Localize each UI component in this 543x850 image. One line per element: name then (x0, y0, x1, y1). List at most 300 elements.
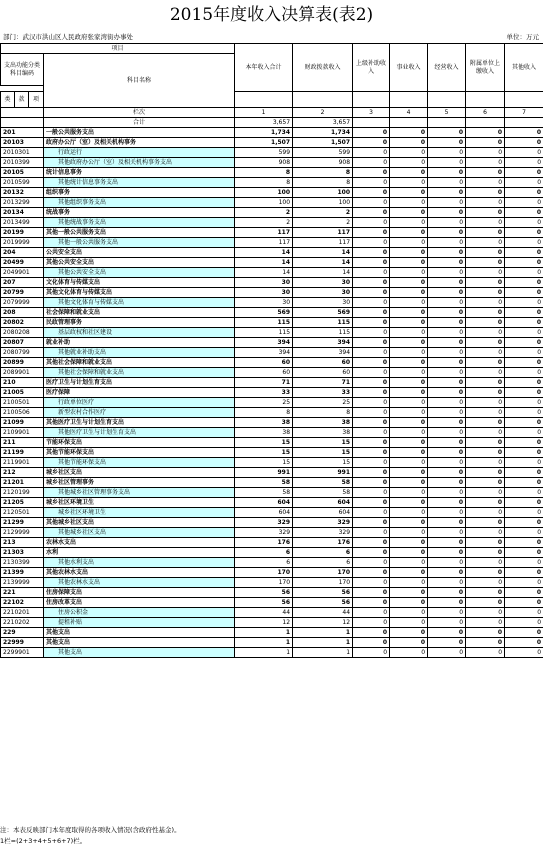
amount-cell: 0 (466, 558, 505, 568)
subject-name: 住房保障支出 (44, 588, 235, 598)
amount-cell: 0 (428, 268, 466, 278)
amount-cell: 0 (505, 488, 543, 498)
amount-cell: 117 (235, 238, 293, 248)
subject-name: 行政运行 (44, 148, 235, 158)
table-row (1, 448, 543, 458)
amount-cell: 394 (293, 348, 353, 358)
amount-cell: 908 (235, 158, 293, 168)
amount-cell: 100 (293, 188, 353, 198)
amount-cell: 604 (293, 498, 353, 508)
table-note: 注：本表反映部门本年度取得的各项收入情况(含政府性基金)。 (0, 826, 181, 834)
amount-cell: 0 (466, 198, 505, 208)
table-row (1, 548, 543, 558)
amount-cell: 0 (353, 308, 390, 318)
blank-header (505, 92, 543, 108)
amount-cell: 38 (293, 418, 353, 428)
amount-cell: 33 (235, 388, 293, 398)
amount-cell: 0 (353, 438, 390, 448)
subject-name: 其他农林水支出 (44, 578, 235, 588)
col-num: 3 (353, 108, 390, 118)
function-code: 2010599 (1, 178, 44, 188)
amount-cell: 0 (466, 448, 505, 458)
amount-cell: 604 (235, 498, 293, 508)
function-code: 21299 (1, 518, 44, 528)
amount-cell: 170 (235, 578, 293, 588)
amount-cell: 0 (353, 418, 390, 428)
amount-cell: 0 (466, 328, 505, 338)
amount-cell: 0 (390, 358, 428, 368)
amount-cell: 0 (353, 448, 390, 458)
total-value: 3,657 (293, 118, 353, 128)
col-num: 7 (505, 108, 543, 118)
amount-cell: 0 (428, 648, 466, 658)
amount-cell: 0 (353, 358, 390, 368)
amount-cell: 0 (505, 208, 543, 218)
function-code: 2120199 (1, 488, 44, 498)
amount-cell: 0 (428, 588, 466, 598)
amount-cell: 0 (466, 148, 505, 158)
amount-cell: 0 (390, 228, 428, 238)
col-num: 1 (235, 108, 293, 118)
col-header-other: 其他收入 (505, 44, 543, 92)
col-header-business: 事业收入 (390, 44, 428, 92)
total-value (353, 118, 390, 128)
amount-cell: 0 (390, 308, 428, 318)
function-code: 2210202 (1, 618, 44, 628)
amount-cell: 0 (466, 188, 505, 198)
code-group-header: 支出功能分类科目编码 (1, 54, 44, 86)
amount-cell: 0 (466, 648, 505, 658)
amount-cell: 6 (235, 548, 293, 558)
amount-cell: 58 (293, 478, 353, 488)
amount-cell: 0 (505, 298, 543, 308)
function-code: 20105 (1, 168, 44, 178)
subject-name: 新型农村合作医疗 (44, 408, 235, 418)
amount-cell: 1,734 (235, 128, 293, 138)
amount-cell: 0 (428, 338, 466, 348)
amount-cell: 0 (466, 408, 505, 418)
total-value (390, 118, 428, 128)
amount-cell: 0 (390, 548, 428, 558)
amount-cell: 0 (428, 398, 466, 408)
function-code: 2019999 (1, 238, 44, 248)
table-row (1, 478, 543, 488)
amount-cell: 0 (466, 638, 505, 648)
lanci-spacer (1, 108, 44, 118)
amount-cell: 0 (505, 508, 543, 518)
amount-cell: 0 (505, 258, 543, 268)
amount-cell: 0 (390, 238, 428, 248)
amount-cell: 0 (466, 618, 505, 628)
amount-cell: 0 (353, 638, 390, 648)
amount-cell: 0 (353, 298, 390, 308)
amount-cell: 115 (235, 318, 293, 328)
table-row (1, 238, 543, 248)
amount-cell: 0 (353, 578, 390, 588)
amount-cell: 0 (505, 448, 543, 458)
table-row (1, 488, 543, 498)
amount-cell: 0 (390, 188, 428, 198)
amount-cell: 1,734 (293, 128, 353, 138)
function-code: 21205 (1, 498, 44, 508)
amount-cell: 0 (390, 488, 428, 498)
subject-name: 就业补助 (44, 338, 235, 348)
total-label: 合计 (44, 118, 235, 128)
amount-cell: 0 (428, 528, 466, 538)
table-row (1, 388, 543, 398)
amount-cell: 0 (353, 258, 390, 268)
amount-cell: 0 (466, 168, 505, 178)
table-row (1, 368, 543, 378)
subject-name: 社会保障和就业支出 (44, 308, 235, 318)
amount-cell: 599 (293, 148, 353, 158)
amount-cell: 56 (235, 588, 293, 598)
amount-cell: 0 (505, 618, 543, 628)
amount-cell: 0 (428, 208, 466, 218)
function-code: 2079999 (1, 298, 44, 308)
function-code: 21303 (1, 548, 44, 558)
amount-cell: 0 (390, 148, 428, 158)
amount-cell: 0 (466, 158, 505, 168)
amount-cell: 0 (390, 128, 428, 138)
amount-cell: 0 (505, 308, 543, 318)
amount-cell: 0 (428, 228, 466, 238)
subject-name: 其他组织事务支出 (44, 198, 235, 208)
amount-cell: 0 (353, 158, 390, 168)
amount-cell: 0 (466, 608, 505, 618)
amount-cell: 0 (505, 228, 543, 238)
subject-name: 其他城乡社区支出 (44, 518, 235, 528)
amount-cell: 100 (235, 188, 293, 198)
amount-cell: 0 (428, 168, 466, 178)
amount-cell: 0 (428, 178, 466, 188)
col-header-operating: 经营收入 (428, 44, 466, 92)
amount-cell: 0 (428, 378, 466, 388)
amount-cell: 0 (466, 548, 505, 558)
function-code: 20134 (1, 208, 44, 218)
amount-cell: 0 (505, 498, 543, 508)
amount-cell: 0 (505, 278, 543, 288)
amount-cell: 0 (466, 208, 505, 218)
blank-header (353, 92, 390, 108)
amount-cell: 33 (293, 388, 353, 398)
amount-cell: 0 (428, 608, 466, 618)
amount-cell: 44 (235, 608, 293, 618)
col-num: 4 (390, 108, 428, 118)
amount-cell: 117 (235, 228, 293, 238)
subject-name: 统战事务 (44, 208, 235, 218)
col-num: 2 (293, 108, 353, 118)
amount-cell: 0 (390, 588, 428, 598)
amount-cell: 6 (235, 558, 293, 568)
amount-cell: 0 (428, 318, 466, 328)
table-row (1, 608, 543, 618)
amount-cell: 115 (293, 328, 353, 338)
subject-name: 城乡社区环境卫生 (44, 508, 235, 518)
amount-cell: 0 (466, 568, 505, 578)
table-row (1, 298, 543, 308)
amount-cell: 30 (235, 278, 293, 288)
amount-cell: 0 (466, 598, 505, 608)
amount-cell: 0 (505, 628, 543, 638)
amount-cell: 58 (293, 488, 353, 498)
subject-name: 其他节能环保支出 (44, 458, 235, 468)
amount-cell: 0 (353, 598, 390, 608)
amount-cell: 0 (466, 318, 505, 328)
amount-cell: 0 (353, 488, 390, 498)
amount-cell: 0 (428, 238, 466, 248)
function-code: 2049901 (1, 268, 44, 278)
amount-cell: 0 (466, 138, 505, 148)
amount-cell: 604 (293, 508, 353, 518)
amount-cell: 0 (505, 388, 543, 398)
amount-cell: 0 (390, 168, 428, 178)
amount-cell: 0 (390, 288, 428, 298)
subject-name: 其他公共安全支出 (44, 268, 235, 278)
subject-name: 其他政府办公厅（室）及相关机构事务支出 (44, 158, 235, 168)
amount-cell: 0 (505, 458, 543, 468)
amount-cell: 0 (505, 538, 543, 548)
amount-cell: 1 (235, 638, 293, 648)
blank-header (466, 92, 505, 108)
amount-cell: 60 (235, 368, 293, 378)
total-value: 3,657 (235, 118, 293, 128)
subject-name: 文化体育与传媒支出 (44, 278, 235, 288)
amount-cell: 0 (505, 288, 543, 298)
amount-cell: 0 (505, 358, 543, 368)
amount-cell: 0 (466, 398, 505, 408)
amount-cell: 0 (353, 568, 390, 578)
amount-cell: 0 (428, 538, 466, 548)
amount-cell: 0 (466, 588, 505, 598)
function-code: 210 (1, 378, 44, 388)
amount-cell: 329 (235, 528, 293, 538)
amount-cell: 0 (428, 418, 466, 428)
amount-cell: 170 (235, 568, 293, 578)
amount-cell: 0 (505, 178, 543, 188)
function-code: 2013499 (1, 218, 44, 228)
amount-cell: 0 (428, 258, 466, 268)
amount-cell: 0 (390, 408, 428, 418)
amount-cell: 0 (428, 628, 466, 638)
amount-cell: 0 (466, 388, 505, 398)
subject-name: 其他统计信息事务支出 (44, 178, 235, 188)
amount-cell: 0 (505, 368, 543, 378)
amount-cell: 991 (235, 468, 293, 478)
amount-cell: 0 (505, 638, 543, 648)
amount-cell: 0 (505, 218, 543, 228)
amount-cell: 176 (293, 538, 353, 548)
table-row (1, 288, 543, 298)
amount-cell: 0 (428, 508, 466, 518)
amount-cell: 0 (353, 378, 390, 388)
amount-cell: 0 (390, 568, 428, 578)
subject-name: 医疗保障 (44, 388, 235, 398)
subject-name: 行政单位医疗 (44, 398, 235, 408)
amount-cell: 0 (466, 298, 505, 308)
amount-cell: 0 (505, 478, 543, 488)
amount-cell: 25 (235, 398, 293, 408)
amount-cell: 1,507 (293, 138, 353, 148)
amount-cell: 14 (235, 268, 293, 278)
amount-cell: 0 (390, 498, 428, 508)
amount-cell: 0 (428, 598, 466, 608)
amount-cell: 0 (428, 638, 466, 648)
amount-cell: 100 (293, 198, 353, 208)
amount-cell: 15 (293, 458, 353, 468)
function-code: 21099 (1, 418, 44, 428)
subject-name: 城乡社区管理事务 (44, 478, 235, 488)
function-code: 2299901 (1, 648, 44, 658)
amount-cell: 569 (235, 308, 293, 318)
amount-cell: 0 (428, 408, 466, 418)
function-code: 2120501 (1, 508, 44, 518)
table-row (1, 378, 543, 388)
subject-name: 其他一般公共服务支出 (44, 228, 235, 238)
function-code: 2210201 (1, 608, 44, 618)
col-header-fiscal: 财政拨款收入 (293, 44, 353, 92)
amount-cell: 60 (293, 358, 353, 368)
amount-cell: 0 (353, 508, 390, 518)
amount-cell: 71 (235, 378, 293, 388)
amount-cell: 0 (390, 338, 428, 348)
amount-cell: 0 (428, 468, 466, 478)
amount-cell: 8 (293, 178, 353, 188)
subject-header: 科目名称 (44, 54, 235, 108)
amount-cell: 0 (428, 288, 466, 298)
amount-cell: 8 (235, 168, 293, 178)
subject-name: 其他社会保障和就业支出 (44, 368, 235, 378)
table-row (1, 178, 543, 188)
table-row (1, 428, 543, 438)
col-header-superior: 上级补助收入 (353, 44, 390, 92)
table-row (1, 438, 543, 448)
amount-cell: 1 (235, 648, 293, 658)
table-row (1, 168, 543, 178)
amount-cell: 1 (293, 638, 353, 648)
amount-cell: 0 (466, 258, 505, 268)
amount-cell: 0 (428, 558, 466, 568)
amount-cell: 0 (390, 648, 428, 658)
amount-cell: 0 (353, 478, 390, 488)
amount-cell: 0 (353, 178, 390, 188)
function-code: 207 (1, 278, 44, 288)
amount-cell: 0 (390, 458, 428, 468)
amount-cell: 0 (353, 458, 390, 468)
function-code: 208 (1, 308, 44, 318)
subject-name: 其他城乡社区支出 (44, 528, 235, 538)
amount-cell: 30 (235, 298, 293, 308)
amount-cell: 0 (390, 418, 428, 428)
amount-cell: 0 (353, 138, 390, 148)
amount-cell: 0 (428, 548, 466, 558)
amount-cell: 60 (293, 368, 353, 378)
amount-cell: 0 (428, 128, 466, 138)
amount-cell: 0 (353, 398, 390, 408)
amount-cell: 0 (505, 348, 543, 358)
subject-name: 城乡社区环境卫生 (44, 498, 235, 508)
amount-cell: 0 (353, 198, 390, 208)
amount-cell: 117 (293, 238, 353, 248)
amount-cell: 0 (390, 378, 428, 388)
amount-cell: 0 (505, 328, 543, 338)
amount-cell: 0 (428, 488, 466, 498)
subject-name: 其他文化体育与传媒支出 (44, 298, 235, 308)
function-code: 2089901 (1, 368, 44, 378)
amount-cell: 0 (390, 368, 428, 378)
amount-cell: 0 (428, 358, 466, 368)
amount-cell: 2 (293, 208, 353, 218)
subject-name: 其他支出 (44, 628, 235, 638)
amount-cell: 0 (505, 378, 543, 388)
amount-cell: 0 (353, 548, 390, 558)
amount-cell: 170 (293, 568, 353, 578)
amount-cell: 0 (466, 248, 505, 258)
subject-name: 其他水利支出 (44, 558, 235, 568)
amount-cell: 0 (353, 288, 390, 298)
amount-cell: 0 (466, 468, 505, 478)
amount-cell: 0 (390, 198, 428, 208)
subject-name: 基层政权和社区建设 (44, 328, 235, 338)
amount-cell: 15 (235, 448, 293, 458)
amount-cell: 0 (466, 238, 505, 248)
table-row (1, 498, 543, 508)
amount-cell: 0 (466, 368, 505, 378)
amount-cell: 0 (466, 438, 505, 448)
total-value (428, 118, 466, 128)
table-row (1, 568, 543, 578)
amount-cell: 56 (235, 598, 293, 608)
amount-cell: 0 (353, 188, 390, 198)
amount-cell: 100 (235, 198, 293, 208)
amount-cell: 0 (505, 318, 543, 328)
amount-cell: 0 (466, 498, 505, 508)
amount-cell: 569 (293, 308, 353, 318)
amount-cell: 0 (390, 538, 428, 548)
amount-cell: 0 (353, 368, 390, 378)
amount-cell: 0 (505, 428, 543, 438)
amount-cell: 0 (505, 608, 543, 618)
amount-cell: 0 (505, 398, 543, 408)
subject-name: 其他节能环保支出 (44, 448, 235, 458)
amount-cell: 0 (466, 378, 505, 388)
table-row (1, 628, 543, 638)
amount-cell: 0 (428, 348, 466, 358)
amount-cell: 0 (505, 648, 543, 658)
amount-cell: 0 (466, 518, 505, 528)
amount-cell: 0 (353, 248, 390, 258)
subject-name: 农林水支出 (44, 538, 235, 548)
amount-cell: 0 (505, 578, 543, 588)
amount-cell: 0 (505, 528, 543, 538)
amount-cell: 0 (466, 178, 505, 188)
amount-cell: 0 (353, 168, 390, 178)
amount-cell: 0 (466, 528, 505, 538)
amount-cell: 0 (466, 278, 505, 288)
amount-cell: 0 (390, 608, 428, 618)
amount-cell: 991 (293, 468, 353, 478)
function-code: 2100506 (1, 408, 44, 418)
amount-cell: 60 (235, 358, 293, 368)
subject-name: 住房改革支出 (44, 598, 235, 608)
amount-cell: 0 (428, 158, 466, 168)
function-code: 20132 (1, 188, 44, 198)
amount-cell: 0 (428, 518, 466, 528)
function-code: 21201 (1, 478, 44, 488)
amount-cell: 38 (293, 428, 353, 438)
col-header-affiliated: 附属单位上缴收入 (466, 44, 505, 92)
amount-cell: 14 (293, 268, 353, 278)
